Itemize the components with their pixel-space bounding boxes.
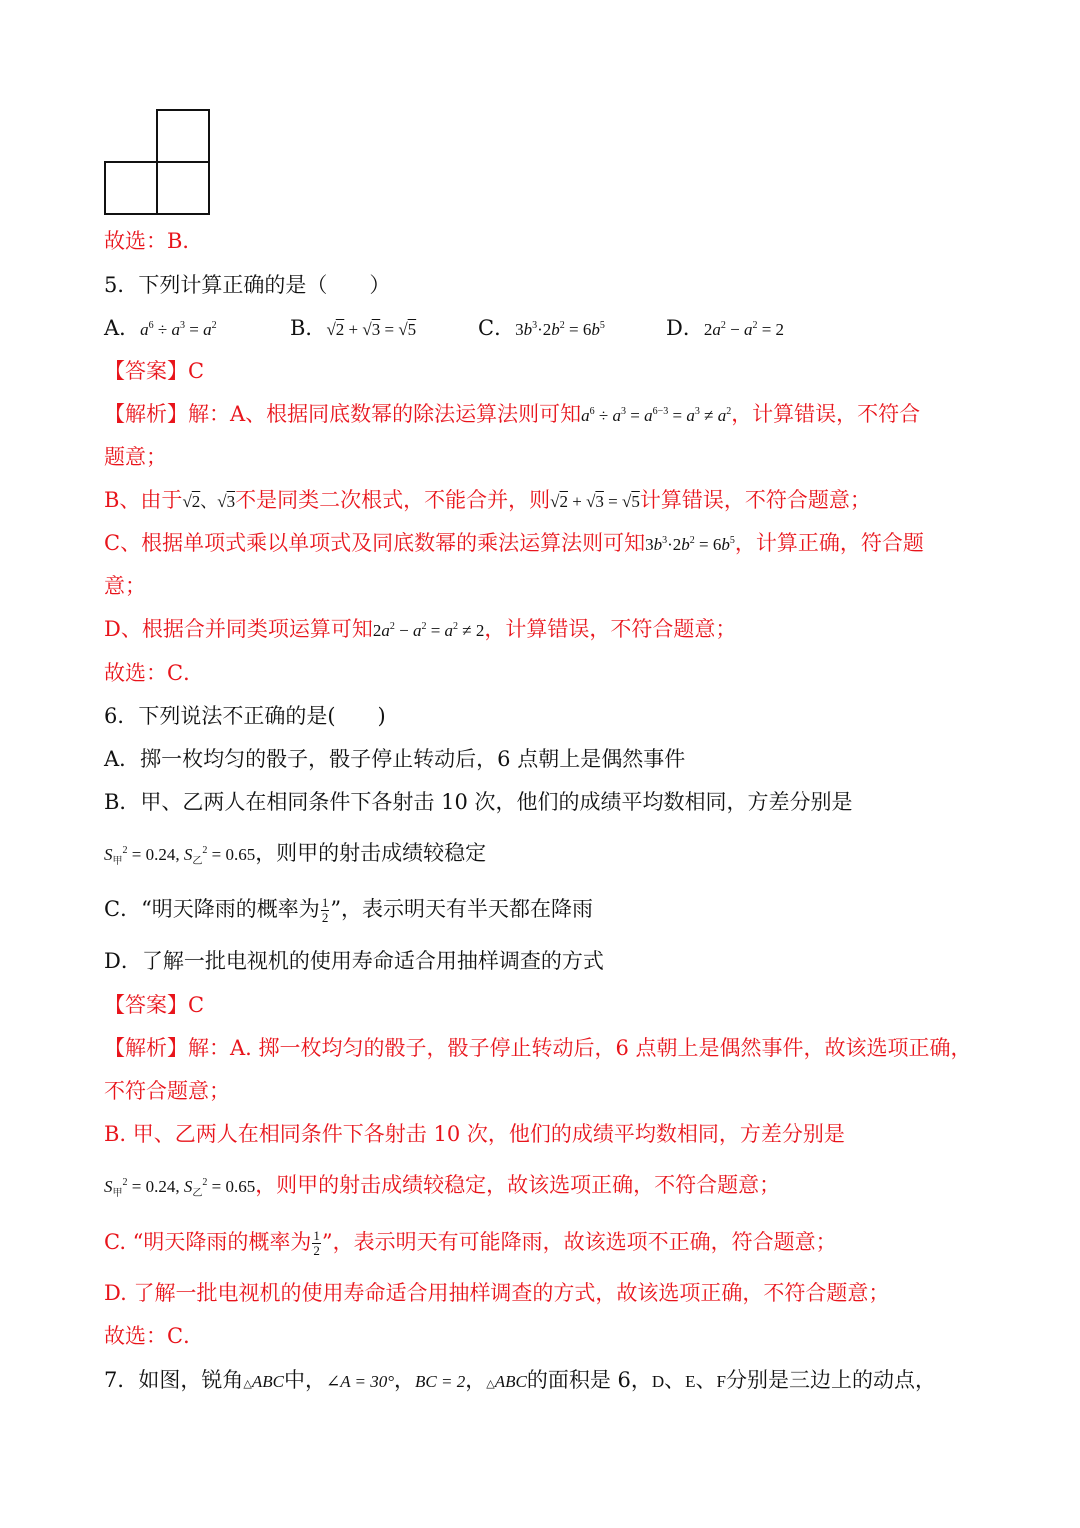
q5-analysis-a-math: $a^6 \div a^3 = a^{6-3} = a^3 \ne a^2$ — [581, 406, 732, 425]
q5-option-b: B．√2 + √3 = √5 — [290, 316, 417, 340]
q7-angle-math: ∠A = 30° — [325, 1372, 395, 1391]
q5-analysis-b-math-1: √2、√3 — [182, 492, 236, 511]
q6-analysis-variance-math: $S_甲^2 = 0.24$, $S_乙^2 = 0.65$ — [104, 1177, 256, 1199]
square-bottom-left — [105, 162, 157, 214]
q6-option-d: D．了解一批电视机的使用寿命适合用抽样调查的方式 — [104, 949, 604, 973]
q6-stem: 6．下列说法不正确的是( ) — [104, 704, 386, 728]
q5-analysis-c-cont: 意； — [104, 574, 146, 598]
q5-option-c-math: $3b^3\cdot 2b^2 = 6b^5$ — [515, 320, 605, 339]
q6-analysis-d: D. 了解一批电视机的使用寿命适合用抽样调查的方式，故该选项正确，不符合题意； — [104, 1281, 890, 1305]
q6-option-c: C．“明天降雨的概率为 $\frac{1}{2}$ ”，表示明天有半天都在降雨 — [104, 895, 594, 925]
three-squares-figure — [104, 108, 214, 216]
q6-option-b-cont: $S_甲^2 = 0.24$, $S_乙^2 = 0.65$，则甲的射击成绩较稳定 — [104, 841, 487, 867]
q5-analysis-c: C、根据单项式乘以单项式及同底数幂的乘法运算法则可知$3b^3\cdot 2b^2 = 6b^5$，计算正确，符合题 — [104, 531, 924, 555]
q5-analysis-a-cont: 题意； — [104, 445, 167, 469]
q6-variance-math: $S_甲^2 = 0.24$, $S_乙^2 = 0.65$ — [104, 845, 256, 867]
q5-analysis-c-math: $3b^3\cdot 2b^2 = 6b^5$ — [645, 535, 735, 554]
q5-final-choice: 故选：C． — [104, 661, 205, 685]
q5-answer: 【答案】C — [104, 359, 205, 383]
square-bottom-right — [157, 162, 209, 214]
q6-final-choice: 故选：C． — [104, 1324, 205, 1348]
q7-bc-math: BC = 2 — [415, 1372, 466, 1391]
fraction-one-half: $\frac{1}{2}$ — [321, 895, 329, 925]
q6-option-a: A．掷一枚均匀的骰子，骰子停止转动后，6 点朝上是偶然事件 — [104, 747, 686, 771]
q7-stem: 7．如图，锐角△ABC中，∠A = 30°，BC = 2，△ABC的面积是 6，D、E、F分别是三边上的动点， — [104, 1368, 937, 1392]
q5-analysis-b-math-2: √2 + √3 = √5 — [550, 492, 640, 511]
q6-answer: 【答案】C — [104, 993, 205, 1017]
q5-option-d: D．$2a^2 - a^2 = 2$ — [666, 316, 785, 340]
q5-option-a: A．$a^6 \div a^3 = a^2$ — [104, 316, 217, 340]
q6-analysis-c: C. “明天降雨的概率为 $\frac{1}{2}$ ”，表示明天有可能降雨，故该选项不正确，符合题意； — [104, 1228, 837, 1258]
q5-stem: 5．下列计算正确的是（ ） — [104, 273, 391, 297]
q5-analysis-d-math: $2a^2 - a^2 = a^2 \ne 2$ — [372, 621, 485, 640]
q5-option-a-math: $a^6 \div a^3 = a^2$ — [140, 320, 217, 339]
q5-option-b-math: √2 + √3 = √5 — [326, 320, 417, 339]
q6-analysis-b-cont: $S_甲^2 = 0.24$, $S_乙^2 = 0.65$，则甲的射击成绩较稳定，故该选项正确，不符合题意； — [104, 1173, 781, 1199]
q6-analysis-a: 【解析】解：A. 掷一枚均匀的骰子，骰子停止转动后，6 点朝上是偶然事件，故该选项正确， — [104, 1036, 972, 1060]
q6-option-b: B．甲、乙两人在相同条件下各射击 10 次，他们的成绩平均数相同，方差分别是 — [104, 790, 853, 814]
q6-analysis-b: B. 甲、乙两人在相同条件下各射击 10 次，他们的成绩平均数相同，方差分别是 — [104, 1122, 845, 1146]
q4-final-choice: 故选：B． — [104, 229, 204, 253]
analysis-fraction-one-half: $\frac{1}{2}$ — [313, 1228, 320, 1258]
square-top — [157, 110, 209, 162]
q5-option-c: C．$3b^3\cdot 2b^2 = 6b^5$ — [478, 316, 605, 340]
q6-analysis-a-cont: 不符合题意； — [104, 1079, 230, 1103]
q5-analysis-b: B、由于√2、√3不是同类二次根式，不能合并，则√2 + √3 = √5计算错误，不符合题意； — [104, 488, 871, 512]
q5-option-d-math: $2a^2 - a^2 = 2$ — [703, 320, 785, 339]
q5-analysis-a: 【解析】解：A、根据同底数幂的除法运算法则可知$a^6 \div a^3 = a^{6-3} = a^3 \ne a^2$，计算错误，不符合 — [104, 402, 921, 426]
q5-analysis-d: D、根据合并同类项运算可知$2a^2 - a^2 = a^2 \ne 2$，计算错误，不符合题意； — [104, 617, 737, 641]
